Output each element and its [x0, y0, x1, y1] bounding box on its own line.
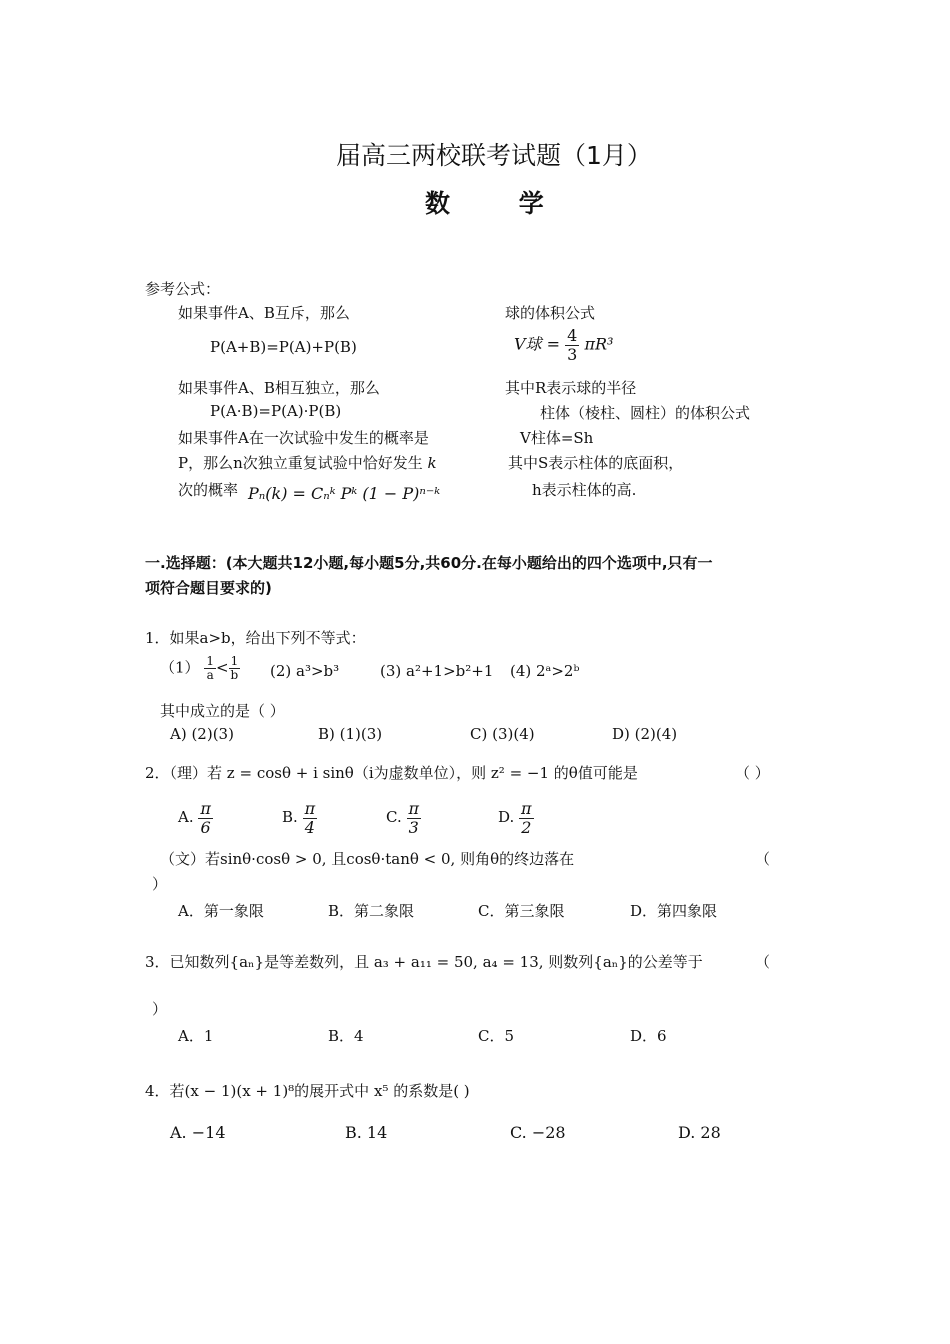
- sphere-formula: V球 = $\frac{4}{3}$ πR³: [514, 326, 614, 364]
- q4-stem: 4．若(x − 1)(x + 1)⁸的展开式中 x⁵ 的系数是( ): [145, 1082, 470, 1100]
- formula-right-3: 柱体（棱柱、圆柱）的体积公式: [540, 404, 751, 422]
- section1-heading-2: 项符合题目要求的): [145, 579, 272, 597]
- formula-right-1: 球的体积公式: [505, 304, 596, 322]
- q2-wen-stem: （文）若sinθ·cosθ > 0, 且cosθ·tanθ < 0, 则角θ的终边落在: [160, 850, 575, 868]
- subject-title: 数 学: [425, 189, 574, 218]
- q2-wen-choice-b: B．第二象限: [328, 902, 415, 920]
- q3-choice-a: A．1: [178, 1027, 214, 1045]
- q2-wen-choice-d: D．第四象限: [630, 902, 718, 920]
- q3-paren-open: （: [755, 953, 771, 971]
- q2-choice-a: A. $\frac{\pi}{6}$: [178, 799, 211, 837]
- q1-stem: 1．如果a>b，给出下列不等式：: [145, 629, 366, 647]
- q2-choice-c: C. $\frac{\pi}{3}$: [386, 799, 420, 837]
- formula-right-2: 其中R表示球的半径: [505, 379, 637, 397]
- formula-left-3: 如果事件A、B相互独立，那么: [178, 379, 380, 397]
- sphere-fraction: $\frac{4}{3}$: [567, 326, 578, 364]
- q1-prompt: 其中成立的是（ ）: [160, 702, 285, 720]
- page-title: 届高三两校联考试题（1月）: [336, 141, 652, 170]
- formula-right-5: 其中S表示柱体的底面积，: [508, 454, 684, 472]
- q3-choice-d: D．6: [630, 1027, 667, 1045]
- q2-wen-paren-close: ）: [152, 875, 168, 893]
- q4-choice-a: A. −14: [170, 1123, 226, 1142]
- q2-paren: （ ）: [735, 764, 770, 782]
- q2-choice-d: D. $\frac{\pi}{2}$: [498, 799, 532, 837]
- q2-stem: 2．（理）若 z = cosθ + i sinθ（i为虚数单位），则 z² = −1 的θ值可能是: [145, 764, 638, 782]
- q1-choice-a: A) (2)(3): [170, 725, 234, 743]
- q3-choice-c: C．5: [478, 1027, 515, 1045]
- q4-choice-b: B. 14: [345, 1123, 388, 1142]
- q1-option-3: (3) a²+1>b²+1: [380, 662, 494, 680]
- q2-fraction-d: $\frac{\pi}{2}$: [521, 799, 532, 837]
- q2-fraction-b: $\frac{\pi}{4}$: [304, 799, 316, 837]
- q4-choice-c: C. −28: [510, 1123, 566, 1142]
- formula-left-4: P(A·B)=P(A)·P(B): [210, 402, 342, 420]
- q1-choice-c: C) (3)(4): [470, 725, 535, 743]
- q1-choice-d: D) (2)(4): [612, 725, 678, 743]
- q3-stem: 3．已知数列{aₙ}是等差数列，且 a₃ + a₁₁ = 50, a₄ = 13, 则数列{aₙ}的公差等于: [145, 953, 703, 971]
- formula-left-6: P，那么n次独立重复试验中恰好发生 k: [178, 454, 437, 472]
- q1-option-2: (2) a³>b³: [270, 662, 340, 680]
- formula-left-7: 次的概率: [178, 481, 239, 499]
- q2-wen-paren-open: （: [755, 850, 771, 868]
- formula-left-1: 如果事件A、B互斥，那么: [178, 304, 350, 322]
- q2-fraction-c: $\frac{\pi}{3}$: [408, 799, 420, 837]
- formula-right-6: h表示柱体的高.: [532, 481, 637, 499]
- q2-choice-b: B. $\frac{\pi}{4}$: [282, 799, 316, 837]
- formula-right-4: V柱体=Sh: [520, 429, 594, 447]
- formula-left-2: P(A+B)=P(A)+P(B): [210, 338, 357, 356]
- q2-fraction-a: $\frac{\pi}{6}$: [200, 799, 211, 837]
- formula-left-5: 如果事件A在一次试验中发生的概率是: [178, 429, 429, 447]
- q2-wen-choice-a: A．第一象限: [178, 902, 264, 920]
- q1-fraction-b: $\frac{1}{b}$: [230, 654, 239, 683]
- q1-option-1: （1） $\frac{1}{a}$ < $\frac{1}{b}$: [160, 654, 239, 683]
- q3-paren-close: ）: [152, 1000, 168, 1018]
- q2-wen-choice-c: C．第三象限: [478, 902, 565, 920]
- binomial-formula: Pₙ(k) = Cₙᵏ Pᵏ (1 − P)ⁿ⁻ᵏ: [248, 484, 441, 503]
- q3-choice-b: B．4: [328, 1027, 364, 1045]
- q1-option-4: (4) 2ᵃ>2ᵇ: [510, 662, 580, 680]
- formulas-heading: 参考公式：: [145, 280, 221, 298]
- q4-choice-d: D. 28: [678, 1123, 721, 1142]
- q1-fraction-a: $\frac{1}{a}$: [206, 654, 214, 683]
- section1-heading: 一.选择题：(本大题共12小题,每小题5分,共60分.在每小题给出的四个选项中,只有一: [145, 554, 713, 572]
- q1-choice-b: B) (1)(3): [318, 725, 383, 743]
